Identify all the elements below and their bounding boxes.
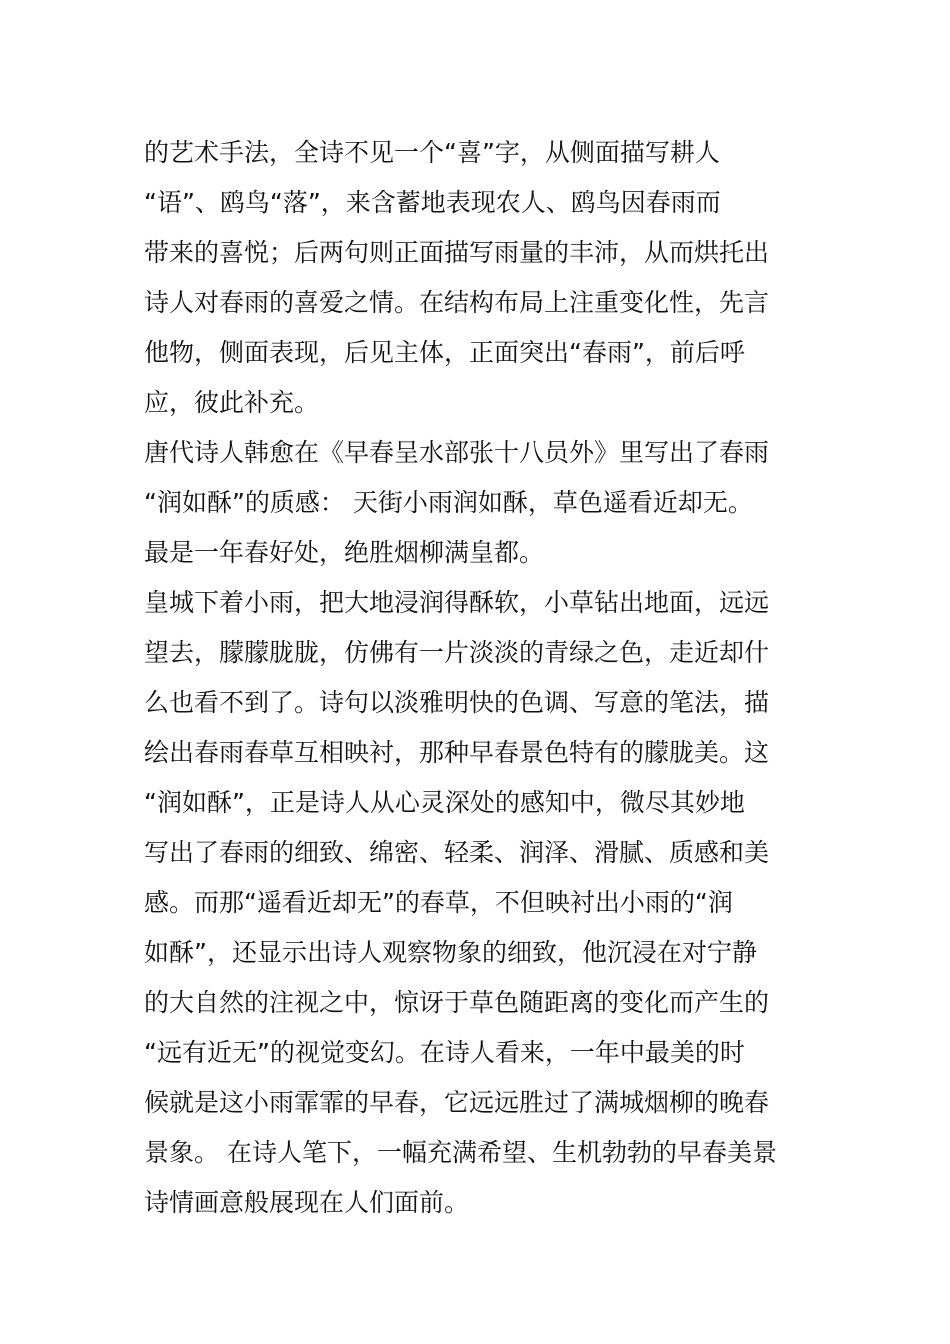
text-line: 候就是这小雨霏霏的早春，它远远胜过了满城烟柳的晚春 [144,1088,770,1117]
text-line: “语”、鸥鸟“落”，来含蓄地表现农人、鸥鸟因春雨而 [144,188,721,217]
text-line: 诗人对春雨的喜爱之情。在结构布局上注重变化性，先言 [144,288,770,317]
text-line: 如酥”，还显示出诗人观察物象的细致，他沉浸在对宁静 [144,938,757,967]
text-line: “润如酥”的质感： 天街小雨润如酥，草色遥看近却无。 [144,488,753,517]
text-line: 唐代诗人韩愈在《早春呈水部张十八员外》里写出了春雨 [144,438,770,467]
text-line: 么也看不到了。诗句以淡雅明快的色调、写意的笔法，描 [144,688,770,717]
text-line: 诗情画意般展现在人们面前。 [144,1188,470,1217]
text-line: 最是一年春好处，绝胜烟柳满皇都。 [144,538,545,567]
text-line: 绘出春雨春草互相映衬，那种早春景色特有的朦胧美。这 [144,738,770,767]
text-line: “远有近无”的视觉变幻。在诗人看来，一年中最美的时 [144,1038,745,1067]
body-text [144,128,804,1228]
text-line: 写出了春雨的细致、绵密、轻柔、润泽、滑腻、质感和美 [144,838,770,867]
text-line: 感。而那“遥看近却无”的春草，不但映衬出小雨的“润 [144,888,733,917]
text-line: “润如酥”，正是诗人从心灵深处的感知中，微尽其妙地 [144,788,745,817]
text-line: 带来的喜悦；后两句则正面描写雨量的丰沛，从而烘托出 [144,238,770,267]
text-line: 应，彼此补充。 [144,388,320,417]
text-line: 的大自然的注视之中，惊讶于草色随距离的变化而产生的 [144,988,770,1017]
text-line: 景象。 在诗人笔下，一幅充满希望、生机勃勃的早春美景 [144,1138,777,1167]
text-line: 的艺术手法，全诗不见一个“喜”字，从侧面描写耕人 [144,138,720,167]
text-line: 望去，朦朦胧胧，仿佛有一片淡淡的青绿之色，走近却什 [144,638,770,667]
text-line: 皇城下着小雨，把大地浸润得酥软，小草钻出地面，远远 [144,588,770,617]
text-line: 他物，侧面表现，后见主体，正面突出“春雨”，前后呼 [144,338,745,367]
